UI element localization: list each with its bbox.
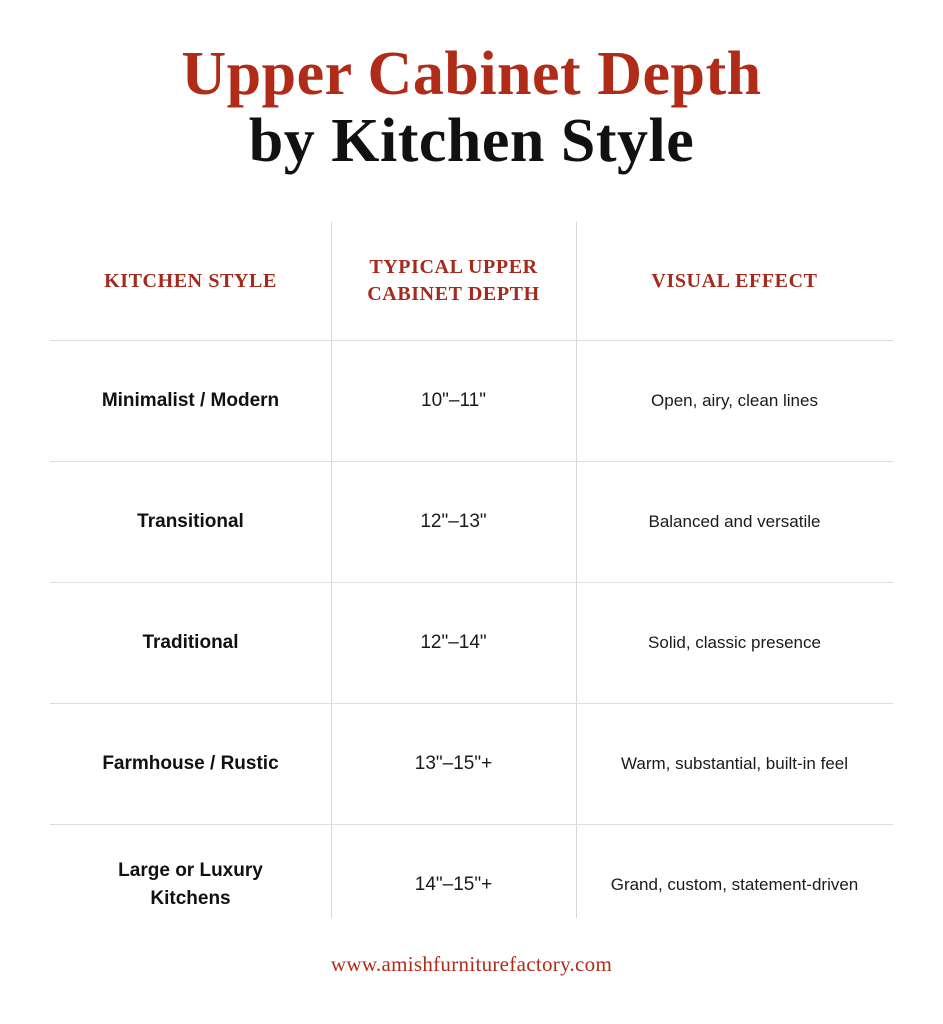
table-header [50,222,893,341]
cell-kitchen-style-line1: Traditional [142,632,239,654]
table-row [50,704,893,825]
footer-website-url[interactable]: www.amishfurniturefactory.com [330,952,613,976]
cell-kitchen-style [50,825,331,946]
cell-visual-effect: Solid, classic presence [576,583,893,704]
cell-kitchen-style-line1: Transitional [137,511,244,533]
table-body [50,341,893,946]
cell-visual-effect: Balanced and versatile [576,462,893,583]
cell-cabinet-depth: 14"–15"+ [414,874,493,895]
cell-cabinet-depth: 10"–11" [331,341,576,462]
depth-table [50,222,893,945]
title-line-secondary: by Kitchen Style [248,107,695,176]
cell-cabinet-depth: 12"–14" [331,583,576,704]
column-header-visual-effect [576,222,893,341]
cell-kitchen-style-line1: Farmhouse / Rustic [102,753,279,775]
table-row [50,583,893,704]
cell-kitchen-style-line2: Kitchens [150,888,231,909]
cell-cabinet-depth: 13"–15"+ [331,704,576,825]
cell-kitchen-style [50,704,331,825]
column-header-kitchen-style [50,222,331,341]
cell-kitchen-style-line1: Large or Luxury [118,860,263,882]
cell-kitchen-style-line1: Minimalist / Modern [101,390,280,412]
footer [0,952,943,977]
cell-kitchen-style [50,583,331,704]
cell-kitchen-style [50,462,331,583]
column-header-visual-effect-line1: VISUAL EFFECT [651,269,818,292]
column-header-cabinet-depth [331,222,576,341]
table-header-row [50,222,893,341]
table-row [50,462,893,583]
page-title [0,42,943,177]
title-line-primary: Upper Cabinet Depth [181,40,762,108]
table-row [50,825,893,946]
column-header-cabinet-depth-line1: TYPICAL UPPER [369,256,538,278]
cell-visual-effect: Grand, custom, statement-driven [610,875,859,894]
table-row [50,341,893,462]
cell-kitchen-style [50,341,331,462]
cell-cabinet-depth: 12"–13" [331,462,576,583]
column-header-kitchen-style-line1: KITCHEN STYLE [104,269,277,292]
column-header-cabinet-depth-line2: CABINET DEPTH [367,283,540,305]
cell-visual-effect: Warm, substantial, built-in feel [576,704,893,825]
cell-visual-effect: Open, airy, clean lines [576,341,893,462]
comparison-table [50,222,893,918]
